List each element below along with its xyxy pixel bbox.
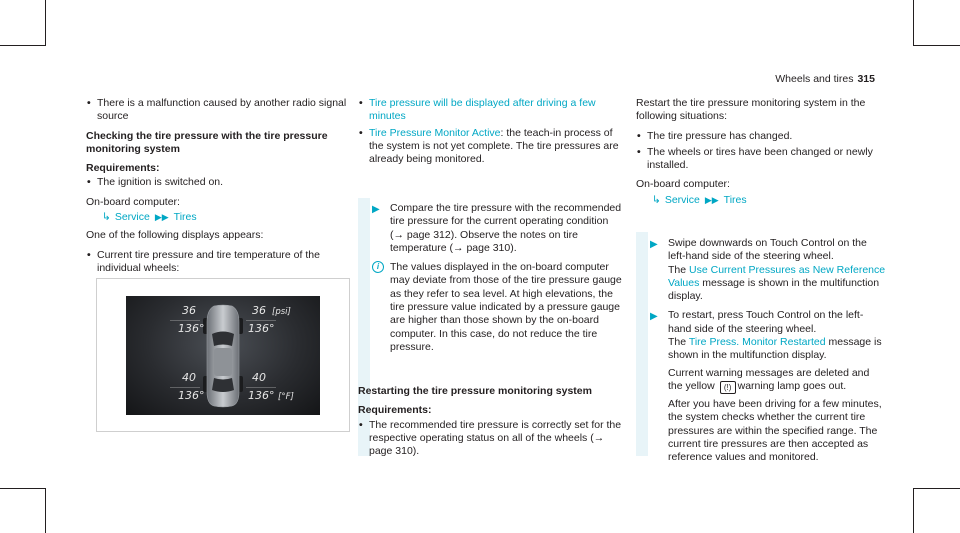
rear-right-temperature: 136° bbox=[248, 389, 275, 402]
crop-mark bbox=[0, 45, 46, 46]
step-text: message is shown in the multifunction display. bbox=[668, 336, 882, 362]
temperature-unit: [°F] bbox=[278, 392, 294, 402]
paragraph bbox=[668, 367, 886, 394]
crop-mark bbox=[913, 45, 960, 46]
turn-arrow-icon: ↳ bbox=[652, 193, 661, 206]
column-left bbox=[86, 97, 348, 281]
menu-path bbox=[636, 194, 886, 207]
action-step bbox=[650, 237, 886, 303]
column-middle-steps bbox=[372, 202, 622, 360]
step-text: Swipe downwards on Touch Control on the left-hand side of the steering wheel. bbox=[668, 237, 867, 263]
info-icon: i bbox=[372, 261, 384, 273]
action-step bbox=[650, 309, 886, 464]
section-title: Wheels and tires bbox=[775, 73, 854, 85]
divider bbox=[170, 387, 200, 388]
list-item: • The wheels or tires have been changed or newly installed. bbox=[636, 146, 886, 173]
column-right bbox=[636, 97, 886, 212]
rear-right-pressure: 40 bbox=[252, 371, 266, 384]
warning-text: warning lamp goes out. bbox=[737, 379, 847, 392]
display-screen bbox=[126, 296, 320, 415]
requirements-list bbox=[86, 176, 348, 189]
section-heading: Restarting the tire pressure monitoring system bbox=[358, 385, 592, 397]
crop-mark bbox=[913, 488, 914, 533]
list-item bbox=[358, 127, 622, 167]
list-item: • Tire pressure will be displayed after driving a few minutes bbox=[358, 97, 622, 124]
onboard-label: On-board computer: bbox=[86, 195, 180, 208]
tire-pressure-figure bbox=[96, 278, 350, 432]
rear-left-temperature: 136° bbox=[178, 389, 205, 402]
onboard-label: On-board computer: bbox=[636, 178, 730, 191]
display-message: Tire Press. Monitor Restarted bbox=[688, 336, 826, 349]
action-arrow-icon: ▶ bbox=[650, 311, 658, 323]
tire-pressure-warning-icon: (!) bbox=[720, 381, 736, 394]
list-item: • There is a malfunction caused by another radio signal source bbox=[86, 97, 348, 124]
bullet-list bbox=[86, 97, 348, 124]
requirements-label: Requirements: bbox=[86, 162, 160, 175]
turn-arrow-icon: ↳ bbox=[102, 211, 111, 224]
action-arrow-icon: ▶ bbox=[372, 204, 380, 215]
page-header bbox=[775, 73, 875, 86]
note-text: The values displayed in the on-board computer may deviate from those of the tire pressure gauge as they refer to sea level. At high elevations, the tire pressure value indicated by a pressure gauge are higher than those shown by the on-board computer. In this case, do not reduce the tire pressure. bbox=[390, 261, 622, 353]
rear-left-pressure: 40 bbox=[182, 371, 196, 384]
divider bbox=[246, 320, 276, 321]
step-text: The bbox=[668, 263, 687, 276]
crop-mark bbox=[913, 0, 914, 46]
bullet-list bbox=[358, 97, 622, 166]
step-text: The bbox=[668, 336, 687, 349]
paragraph: Restart the tire pressure monitoring system in the following situations: bbox=[636, 97, 866, 123]
column-middle-restart bbox=[358, 385, 622, 464]
warning-text: Current warning messages are deleted and the yellow bbox=[668, 366, 870, 392]
section-heading: Checking the tire pressure with the tire pressure monitoring system bbox=[86, 129, 328, 155]
crop-mark bbox=[45, 0, 46, 46]
column-right-steps bbox=[650, 237, 886, 470]
page-number: 315 bbox=[857, 73, 875, 85]
list-item: • The recommended tire pressure is correctly set for the respective operating status on all of the wheels (→ page 310). bbox=[358, 419, 622, 459]
action-arrow-icon: ▶ bbox=[650, 239, 658, 250]
menu-service[interactable]: Service bbox=[114, 211, 150, 224]
list-item: • The tire pressure has changed. bbox=[636, 130, 886, 143]
front-left-pressure: 36 bbox=[182, 304, 196, 317]
step-text: Compare the tire pressure with the recommended tire pressure for the current operating condition (→ page 312). Observe the notes on tire temperature (→ page 310). bbox=[390, 202, 622, 254]
requirements-list bbox=[358, 419, 622, 459]
step-text: message is shown in the multifunction display. bbox=[668, 276, 880, 303]
menu-tires[interactable]: Tires bbox=[173, 211, 197, 224]
bullet-list bbox=[636, 130, 886, 173]
note bbox=[372, 261, 622, 354]
menu-tires[interactable]: Tires bbox=[723, 193, 747, 206]
list-item: • Current tire pressure and tire temperature of the individual wheels: bbox=[86, 249, 348, 276]
paragraph: After you have been driving for a few minutes, the system checks whether the current tire pressures are within the specified range. The current tire pressures are then accepted as reference values and monitored. bbox=[668, 397, 882, 464]
action-step bbox=[372, 202, 622, 255]
action-bar bbox=[636, 232, 648, 456]
display-message: Use Current Pressures as New Reference Values bbox=[668, 263, 886, 289]
list-item: • The ignition is switched on. bbox=[86, 176, 348, 189]
car-top-view-icon bbox=[202, 304, 244, 408]
menu-path bbox=[86, 211, 348, 224]
divider bbox=[246, 387, 276, 388]
crop-mark bbox=[45, 488, 46, 533]
requirements-label: Requirements: bbox=[358, 404, 432, 417]
item-text: : the teach-in process of the system is not yet complete. The tire pressures are already being monitored. bbox=[369, 126, 619, 166]
crop-mark bbox=[913, 488, 960, 489]
column-middle bbox=[358, 97, 622, 169]
front-right-temperature: 136° bbox=[248, 322, 275, 335]
double-chevron-icon: ▶▶ bbox=[704, 194, 719, 205]
double-chevron-icon: ▶▶ bbox=[154, 212, 169, 223]
pressure-unit: [psi] bbox=[272, 307, 291, 317]
menu-service[interactable]: Service bbox=[664, 193, 700, 206]
divider bbox=[170, 320, 200, 321]
crop-mark bbox=[0, 488, 46, 489]
paragraph: One of the following displays appears: bbox=[86, 229, 264, 242]
front-right-pressure: 36 bbox=[252, 304, 266, 317]
status-message: Tire Pressure Monitor Active bbox=[369, 126, 501, 139]
bullet-list bbox=[86, 249, 348, 276]
step-text: To restart, press Touch Control on the left-hand side of the steering wheel. bbox=[668, 309, 864, 335]
front-left-temperature: 136° bbox=[178, 322, 205, 335]
